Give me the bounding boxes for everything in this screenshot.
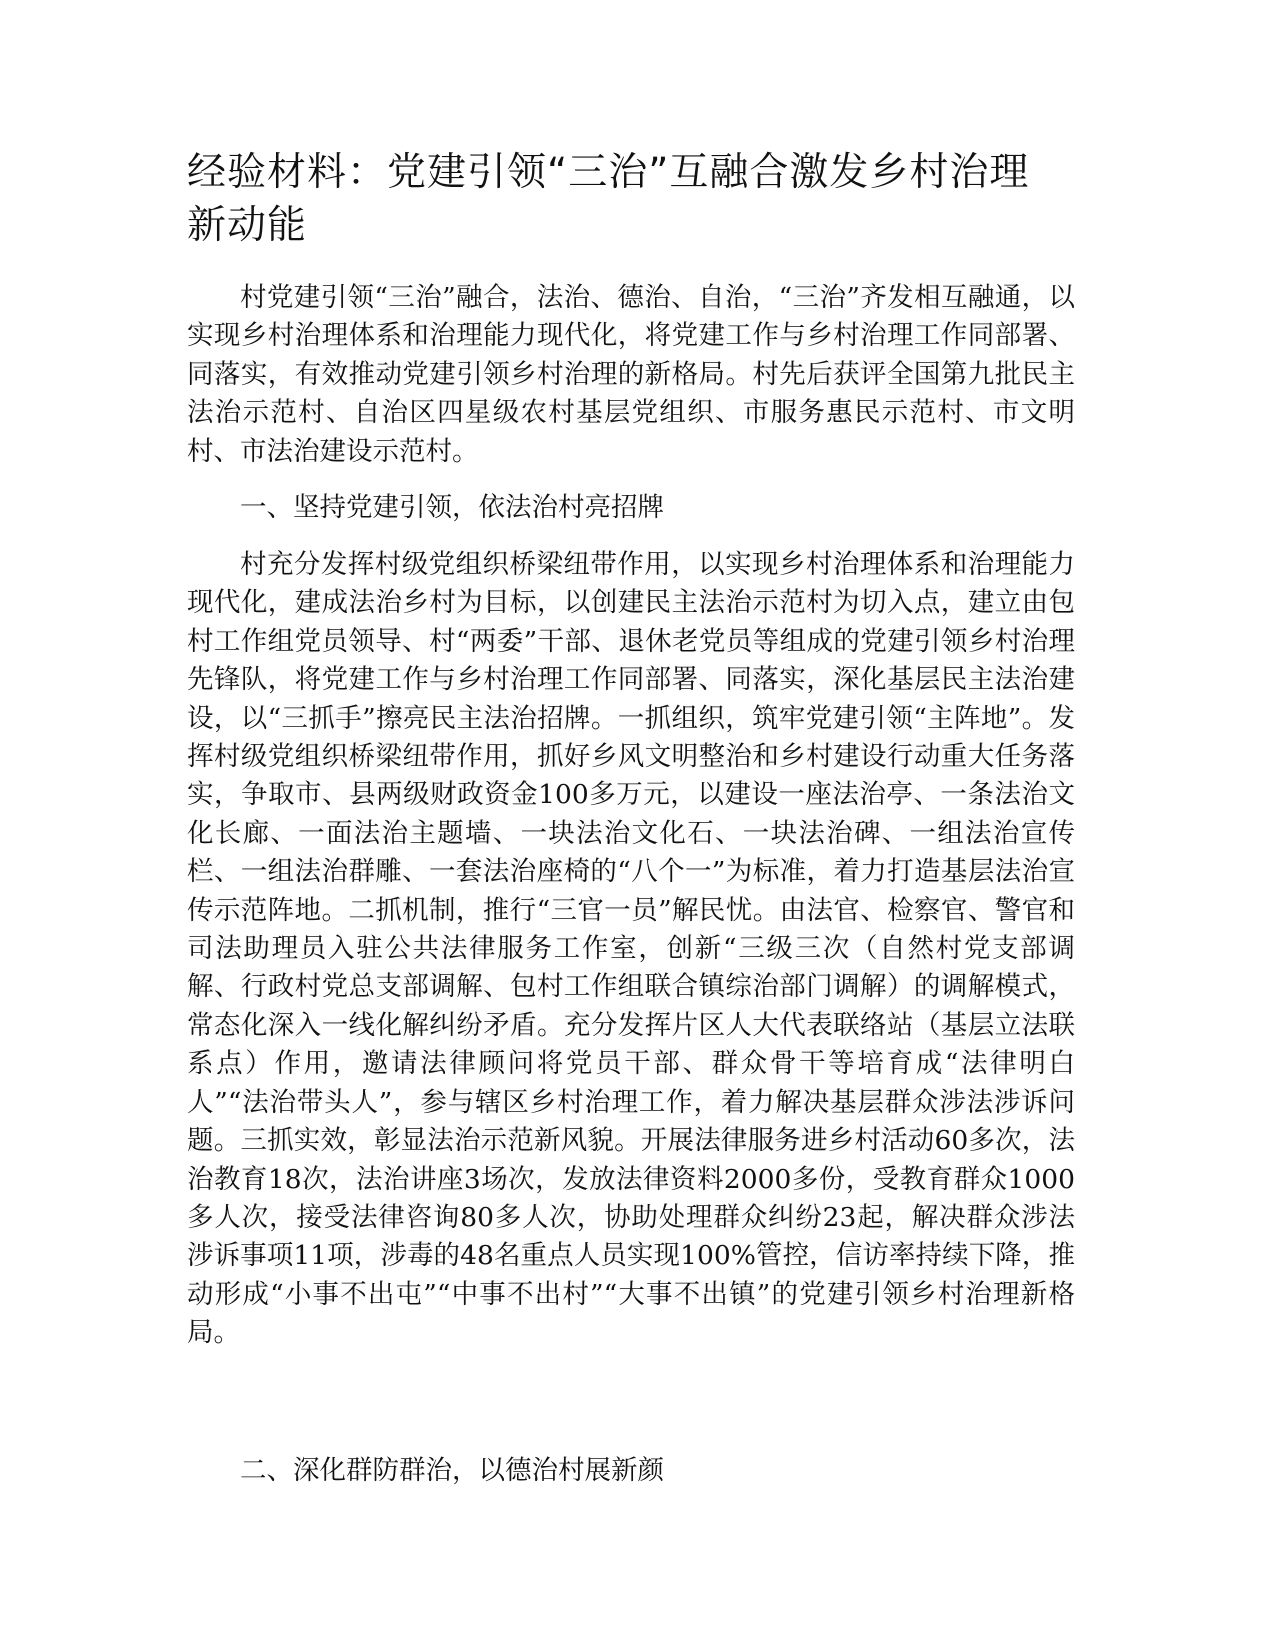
document-title: 经验材料：党建引领“三治”互融合激发乡村治理新动能	[187, 150, 1030, 248]
section-1-paragraph: 村充分发挥村级党组织桥梁纽带作用，以实现乡村治理体系和治理能力现代化，建成法治乡村为目标，以创建民主法治示范村为切入点，建立由包村工作组党员领导、村“两委”干部、退休老党员等组成的党建引领乡村治理先锋队，将党建工作与乡村治理工作同部署、同落实，深化基层民主法治建设，以“三抓手”擦亮民主法治招牌。一抓组织，筑牢党建引领“主阵地”。发挥村级党组织桥梁纽带作用，抓好乡风文明整治和乡村建设行动重大任务落实，争取市、县两级财政资金100多万元，以建设一座法治亭、一条法治文化长廊、一面法治主题墙、一块法治文化石、一块法治碑、一组法治宣传栏、一组法治群雕、一套法治座椅的“八个一”为标准，着力打造基层法治宣传示范阵地。二抓机制，推行“三官一员”解民忧。由法官、检察官、警官和司法助理员入驻公共法律服务工作室，创新“三级三次（自然村党支部调解、行政村党总支部调解、包村工作组联合镇综治部门调解）的调解模式，常态化深入一线化解纠纷矛盾。充分发挥片区人大代表联络站（基层立法联系点）作用，邀请法律顾问将党员干部、群众骨干等培育成“法律明白人”“法治带头人”，参与辖区乡村治理工作，着力解决基层群众涉法涉诉问题。三抓实效，彰显法治示范新风貌。开展法律服务进乡村活动60多次，法治教育18次，法治讲座3场次，发放法律资料2000多份，受教育群众1000多人次，接受法律咨询80多人次，协助处理群众纠纷23起，解决群众涉法涉诉事项11项，涉毒的48名重点人员实现100%管控，信访率持续下降，推动形成“小事不出屯”“中事不出村”“大事不出镇”的党建引领乡村治理新格局。	[187, 549, 1075, 1349]
intro-paragraph: 村党建引领“三治”融合，法治、德治、自治，“三治”齐发相互融通，以实现乡村治理体系和治理能力现代化，将党建工作与乡村治理工作同部署、同落实，有效推动党建引领乡村治理的新格局。村先后获评全国第九批民主法治示范村、自治区四星级农村基层党组织、市服务惠民示范村、市文明村、市法治建设示范村。	[187, 282, 1075, 467]
section-heading-1: 一、坚持党建引领，依法治村亮招牌	[240, 492, 664, 523]
section-heading-2: 二、深化群防群治，以德治村展新颜	[240, 1455, 664, 1486]
